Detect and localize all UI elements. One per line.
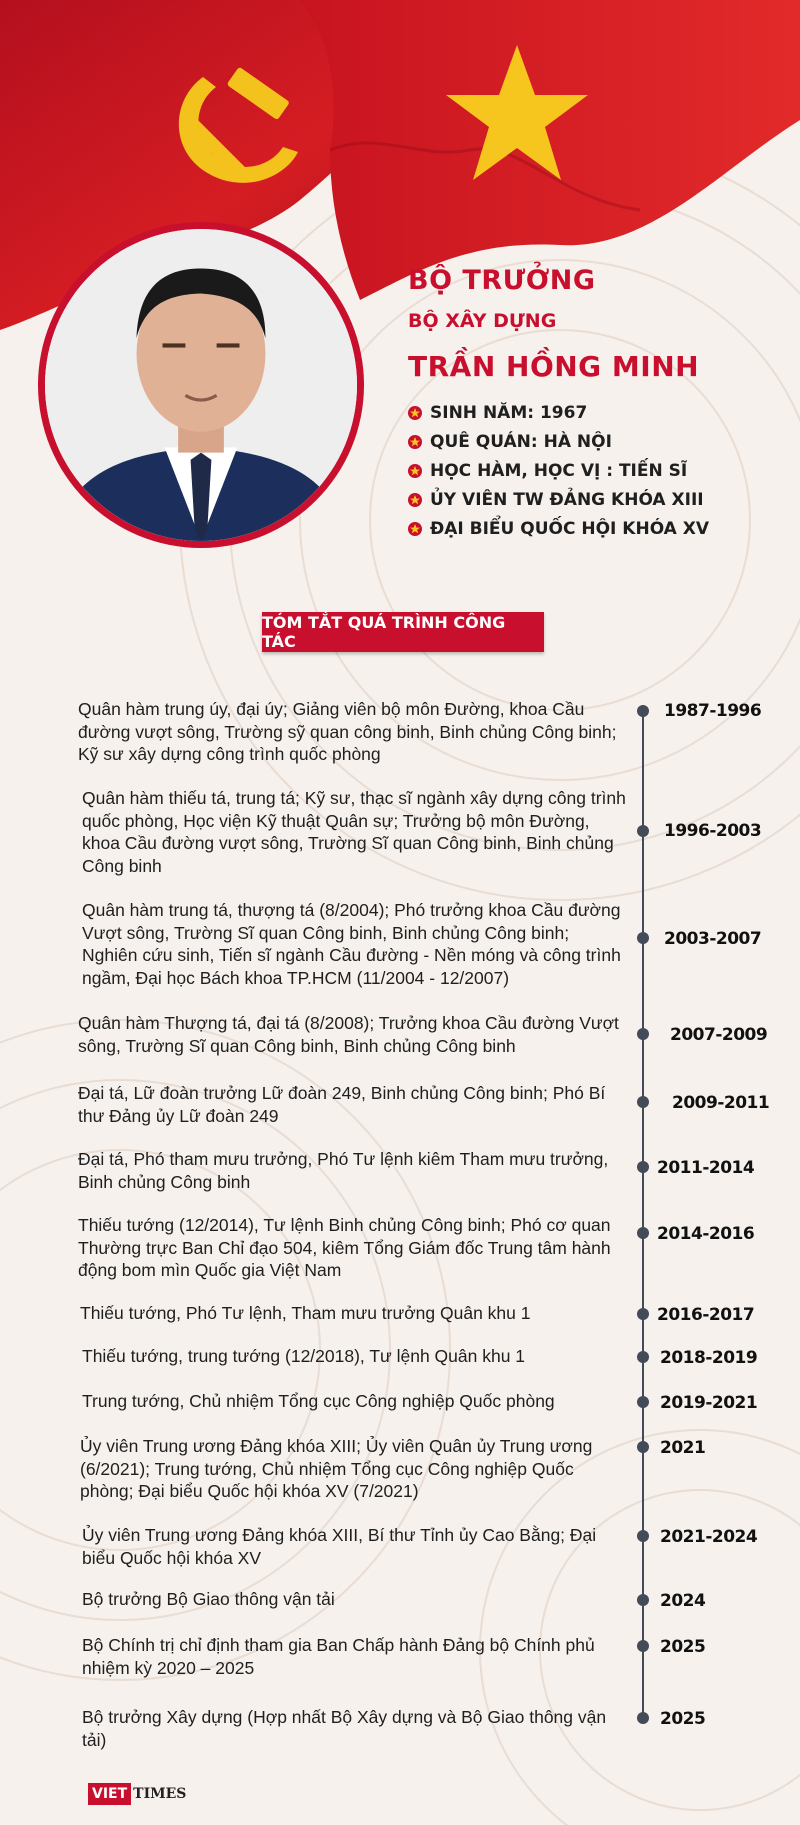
timeline-text: Bộ Chính trị chỉ định tham gia Ban Chấp hành Đảng bộ Chính phủ nhiệm kỳ 2020 – 2025 [82, 1635, 595, 1678]
timeline-year: 2003-2007 [664, 929, 762, 949]
fact-item [408, 403, 709, 423]
timeline-year: 1996-2003 [664, 821, 762, 841]
star-icon [442, 40, 592, 185]
timeline-text: Thiếu tướng, Phó Tư lệnh, Tham mưu trưởng Quân khu 1 [80, 1303, 531, 1323]
emblem-bullet-icon [408, 522, 422, 536]
timeline-text: Thiếu tướng, trung tướng (12/2018), Tư lệnh Quân khu 1 [82, 1346, 526, 1366]
timeline-text: Ủy viên Trung ương Đảng khóa XIII; Ủy viên Quân ủy Trung ương (6/2021); Trung tướng, Chủ nhiệm Tổng cục Công nghiệp Quốc phòng; Đại biểu Quốc hội khóa XV (7/2021) [80, 1436, 593, 1501]
fact-item [408, 519, 709, 539]
timeline-text: Bộ trưởng Bộ Giao thông vận tải [82, 1589, 335, 1609]
timeline-dot [637, 1351, 649, 1363]
emblem-bullet-icon [408, 493, 422, 507]
timeline-dot [637, 1441, 649, 1453]
timeline-text: Bộ trưởng Xây dựng (Hợp nhất Bộ Xây dựng và Bộ Giao thông vận tải) [82, 1707, 607, 1750]
minister-portrait [38, 222, 364, 548]
timeline-dot [637, 1640, 649, 1652]
timeline-dot [637, 1096, 649, 1108]
fact-text: HỌC HÀM, HỌC VỊ : TIẾN SĨ [430, 461, 688, 481]
logo-part-viet: VIET [88, 1783, 131, 1805]
timeline-text: Quân hàm Thượng tá, đại tá (8/2008); Trưởng khoa Cầu đường Vượt sông, Trường Sĩ quan Công binh, Binh chủng Công binh [78, 1013, 619, 1056]
timeline-year: 2018-2019 [660, 1348, 758, 1368]
ministry-title: BỘ XÂY DỰNG [408, 310, 557, 332]
fact-item [408, 432, 709, 452]
timeline-dot [637, 1396, 649, 1408]
timeline-text: Ủy viên Trung ương Đảng khóa XIII, Bí thư Tỉnh ủy Cao Bằng; Đại biểu Quốc hội khóa XV [82, 1525, 597, 1568]
timeline-dot [637, 705, 649, 717]
timeline-dot [637, 1594, 649, 1606]
timeline-text: Đại tá, Lữ đoàn trưởng Lữ đoàn 249, Binh chủng Công binh; Phó Bí thư Đảng ủy Lữ đoàn 249 [78, 1083, 606, 1126]
title-block [408, 265, 709, 548]
minister-name: TRẦN HỒNG MINH [408, 350, 700, 383]
timeline-year: 2014-2016 [657, 1224, 755, 1244]
timeline-dot [637, 1530, 649, 1542]
emblem-bullet-icon [408, 464, 422, 478]
timeline-year: 2021 [660, 1438, 706, 1458]
timeline-dot [637, 1712, 649, 1724]
timeline-dot [637, 932, 649, 944]
logo-part-times: TIMES [133, 1786, 187, 1802]
viettimes-logo[interactable] [88, 1780, 186, 1808]
timeline-text: Trung tướng, Chủ nhiệm Tổng cục Công nghiệp Quốc phòng [82, 1391, 555, 1411]
fact-text: ĐẠI BIỂU QUỐC HỘI KHÓA XV [430, 519, 710, 539]
timeline-year: 2021-2024 [660, 1527, 758, 1547]
timeline-year: 2025 [660, 1637, 706, 1657]
fact-text: QUÊ QUÁN: HÀ NỘI [430, 432, 612, 452]
position-title: BỘ TRƯỞNG [408, 265, 596, 296]
timeline-dot [637, 825, 649, 837]
timeline-year: 1987-1996 [664, 701, 762, 721]
hammer-sickle-icon [158, 62, 308, 192]
timeline-year: 2024 [660, 1591, 706, 1611]
timeline-text: Quân hàm thiếu tá, trung tá; Kỹ sư, thạc sĩ ngành xây dựng công trình quốc phòng, Học viện Kỹ thuật Quân sự; Trưởng bộ môn Đường, khoa Cầu đường vượt sông, Trường Sĩ quan Công binh, Binh chủng Công binh [82, 788, 626, 876]
timeline-year: 2011-2014 [657, 1158, 755, 1178]
timeline-dot [637, 1227, 649, 1239]
timeline-year: 2025 [660, 1709, 706, 1729]
timeline-text: Thiếu tướng (12/2014), Tư lệnh Binh chủng Công binh; Phó cơ quan Thường trực Ban Chỉ đạo 504, kiêm Tổng Giám đốc Trung tâm hành động bom mìn Quốc gia Việt Nam [78, 1215, 611, 1280]
facts-list [408, 403, 709, 539]
timeline-line [642, 705, 644, 1715]
timeline-dot [637, 1308, 649, 1320]
timeline-year: 2016-2017 [657, 1305, 755, 1325]
timeline-text: Đại tá, Phó tham mưu trưởng, Phó Tư lệnh kiêm Tham mưu trưởng, Binh chủng Công binh [78, 1149, 609, 1192]
fact-text: SINH NĂM: 1967 [430, 403, 588, 423]
fact-item [408, 461, 709, 481]
timeline-text: Quân hàm trung úy, đại úy; Giảng viên bộ môn Đường, khoa Cầu đường vượt sông, Trường sỹ quan công binh, Binh chủng Công binh; Kỹ sư xây dựng công trình quốc phòng [78, 699, 617, 764]
section-banner: TÓM TẮT QUÁ TRÌNH CÔNG TÁC [262, 612, 544, 652]
emblem-bullet-icon [408, 435, 422, 449]
timeline-year: 2007-2009 [670, 1025, 768, 1045]
fact-item [408, 490, 709, 510]
timeline-text: Quân hàm trung tá, thượng tá (8/2004); Phó trưởng khoa Cầu đường Vượt sông, Trường Sĩ quan Công binh, Binh chủng Công binh; Nghiên cứu sinh, Tiến sĩ ngành Cầu đường - Nền móng và công trình ngầm, Đại học Bách khoa TP.HCM (11/2004 - 12/2007) [82, 900, 621, 988]
timeline-year: 2019-2021 [660, 1393, 758, 1413]
timeline-dot [637, 1161, 649, 1173]
fact-text: ỦY VIÊN TW ĐẢNG KHÓA XIII [430, 490, 704, 510]
timeline-year: 2009-2011 [672, 1093, 770, 1113]
emblem-bullet-icon [408, 406, 422, 420]
timeline-dot [637, 1028, 649, 1040]
portrait-illustration [45, 229, 357, 541]
